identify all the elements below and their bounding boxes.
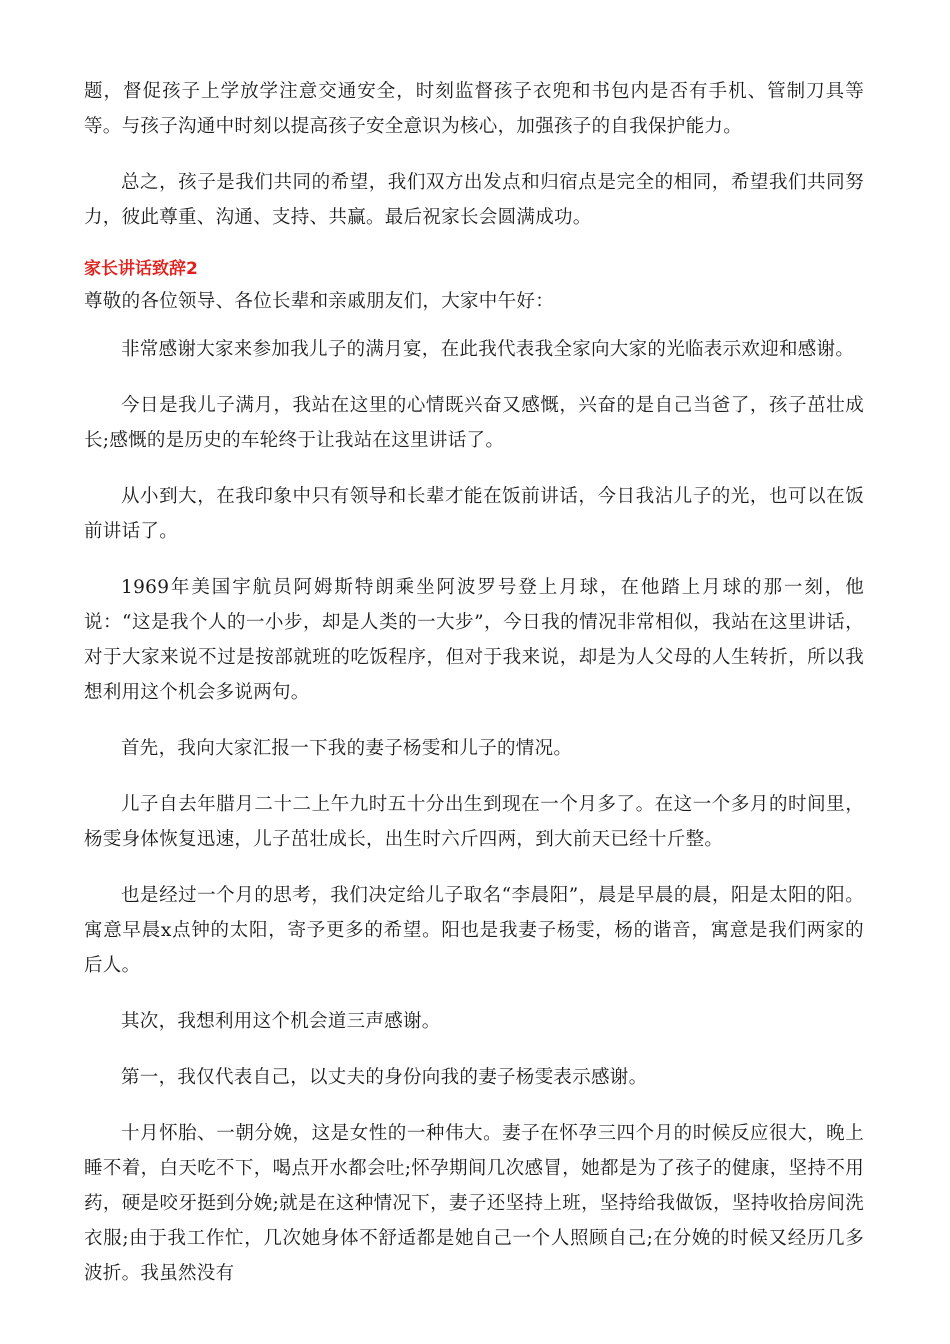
intro-paragraph-2: 总之，孩子是我们共同的希望，我们双方出发点和归宿点是完全的相同，希望我们共同努力，彼此尊重、沟通、支持、共赢。最后祝家长会圆满成功。	[84, 172, 864, 228]
body-paragraph: 十月怀胎、一朝分娩，这是女性的一种伟大。妻子在怀孕三四个月的时候反应很大，晚上睡不着，白天吃不下，喝点开水都会吐;怀孕期间几次感冒，她都是为了孩子的健康，坚持不用药，硬是咬牙挺到分娩;就是在这种情况下，妻子还坚持上班，坚持给我做饭，坚持收拾房间洗衣服;由于我工作忙，几次她身体不舒适都是她自己一个人照顾自己;在分娩的时候又经历几多波折。我虽然没有	[84, 1123, 864, 1284]
section-heading: 家长讲话致辞2	[84, 259, 198, 279]
document-body	[84, 74, 864, 1312]
body-paragraph: 首先，我向大家汇报一下我的妻子杨雯和儿子的情况。	[121, 738, 573, 759]
body-paragraph: 1969年美国宇航员阿姆斯特朗乘坐阿波罗号登上月球，在他踏上月球的那一刻，他说：“这是我个人的一小步，却是人类的一大步”，今日我的情况非常相似，我站在这里讲话，对于大家来说不过是按部就班的吃饭程序，但对于我来说，却是为人父母的人生转折，所以我想利用这个机会多说两句。	[84, 577, 864, 703]
body-paragraph: 其次，我想利用这个机会道三声感谢。	[121, 1011, 441, 1032]
body-paragraph: 第一，我仅代表自己，以丈夫的身份向我的妻子杨雯表示感谢。	[121, 1067, 648, 1088]
body-paragraph: 非常感谢大家来参加我儿子的满月宴，在此我代表我全家向大家的光临表示欢迎和感谢。	[121, 339, 855, 360]
intro-paragraph-1: 题，督促孩子上学放学注意交通安全，时刻监督孩子衣兜和书包内是否有手机、管制刀具等等。与孩子沟通中时刻以提高孩子安全意识为核心，加强孩子的自我保护能力。	[84, 81, 864, 137]
salutation: 尊敬的各位领导、各位长辈和亲戚朋友们，大家中午好：	[84, 291, 555, 312]
body-paragraph: 儿子自去年腊月二十二上午九时五十分出生到现在一个月多了。在这一个多月的时间里，杨雯身体恢复迅速，儿子茁壮成长，出生时六斤四两，到大前天已经十斤整。	[84, 794, 864, 850]
body-paragraph: 从小到大，在我印象中只有领导和长辈才能在饭前讲话，今日我沾儿子的光，也可以在饭前讲话了。	[84, 486, 864, 542]
body-paragraph: 也是经过一个月的思考，我们决定给儿子取名“李晨阳”，晨是早晨的晨，阳是太阳的阳。寓意早晨x点钟的太阳，寄予更多的希望。阳也是我妻子杨雯，杨的谐音，寓意是我们两家的后人。	[84, 885, 864, 976]
body-paragraph: 今日是我儿子满月，我站在这里的心情既兴奋又感慨，兴奋的是自己当爸了，孩子茁壮成长;感慨的是历史的车轮终于让我站在这里讲话了。	[84, 395, 864, 451]
